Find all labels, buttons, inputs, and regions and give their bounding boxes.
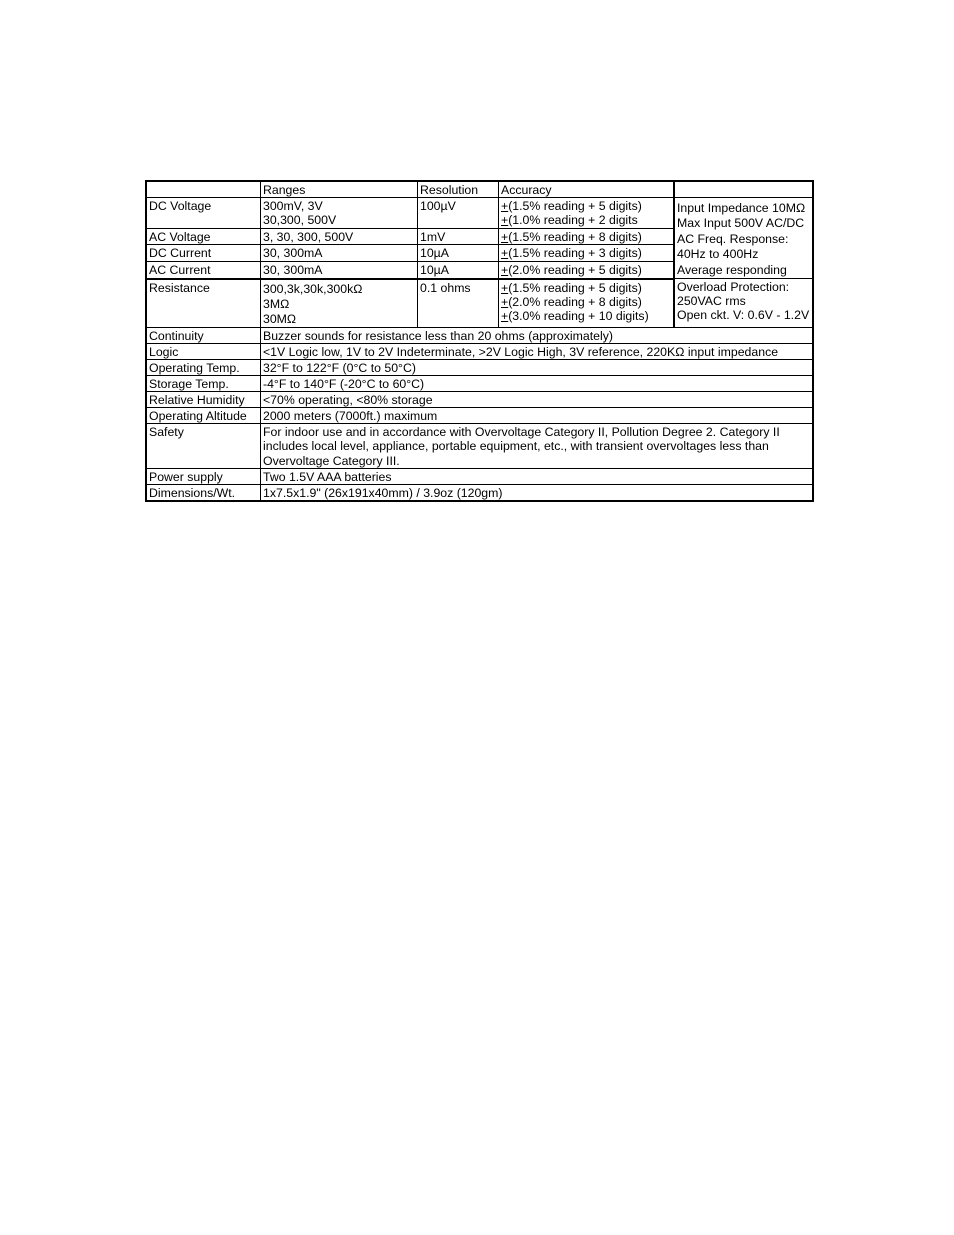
accuracy-line: +(1.5% reading + 5 digits) [501, 199, 642, 213]
row-label: Continuity [146, 327, 261, 343]
row-value: For indoor use and in accordance with Overvoltage Category II, Pollution Degree 2. Category II includes local level, appliance, portable equipment, etc., with transient overvoltages less than Overvoltage Category III. [261, 423, 814, 469]
plus-minus-sign: + [501, 294, 509, 309]
note-line: AC Freq. Response: [677, 231, 789, 246]
ac-current-range: 30, 300mA [261, 261, 418, 278]
dc-voltage-accuracy [499, 198, 675, 229]
header-notes-cell [674, 181, 813, 198]
header-resolution: Resolution [418, 181, 499, 198]
resistance-accuracy [499, 279, 675, 328]
row-value: -4°F to 140°F (-20°C to 60°C) [261, 375, 814, 391]
accuracy-line: +(1.5% reading + 5 digits) [501, 280, 642, 295]
accuracy-line: +(2.0% reading + 8 digits) [501, 294, 642, 309]
resistance-resolution: 0.1 ohms [418, 279, 499, 328]
header-accuracy: Accuracy [499, 181, 675, 198]
row-value: <1V Logic low, 1V to 2V Indeterminate, >2V Logic High, 3V reference, 220KΩ input impedance [261, 343, 814, 359]
resistance-ranges [261, 279, 418, 328]
range-line: 3MΩ [263, 296, 290, 311]
row-label: Operating Temp. [146, 359, 261, 375]
plus-minus-sign: + [501, 262, 509, 277]
row-value: Buzzer sounds for resistance less than 20 ohms (approximately) [261, 327, 814, 343]
header-ranges: Ranges [261, 181, 418, 198]
row-label: Storage Temp. [146, 375, 261, 391]
row-label: Logic [146, 343, 261, 359]
spec-row-power-supply [146, 469, 813, 485]
plus-minus-sign: + [501, 308, 509, 323]
note-line: Open ckt. V: 0.6V - 1.2V [677, 308, 810, 323]
plus-minus-sign: + [501, 229, 509, 244]
dc-current-accuracy: +(1.5% reading + 3 digits) [499, 245, 675, 262]
row-label: DC Voltage [146, 198, 261, 229]
spec-row-storage-temp [146, 375, 813, 391]
note-line: 250VAC rms [677, 294, 746, 309]
range-line: 300mV, 3V [263, 199, 323, 213]
note-line: Overload Protection: [677, 280, 790, 295]
row-label: Relative Humidity [146, 391, 261, 407]
range-line: 30MΩ [263, 311, 297, 326]
resistance-notes [674, 279, 813, 328]
accuracy-line: +(1.0% reading + 2 digits [501, 213, 638, 227]
range-line: 300,3k,30k,300kΩ [263, 281, 363, 296]
note-line: Average responding [677, 262, 787, 277]
specifications-table [145, 180, 814, 502]
row-value: 2000 meters (7000ft.) maximum [261, 407, 814, 423]
header-empty-cell [146, 181, 261, 198]
note-line: Max Input 500V AC/DC [677, 216, 805, 231]
row-label: AC Voltage [146, 228, 261, 245]
note-line: 40Hz to 400Hz [677, 247, 759, 262]
accuracy-line: +(3.0% reading + 10 digits) [501, 308, 649, 323]
spec-row-dimensions [146, 485, 813, 502]
ac-current-accuracy: +(2.0% reading + 5 digits) [499, 261, 675, 278]
ac-current-resolution: 10µA [418, 261, 499, 278]
plus-minus-sign: + [501, 280, 509, 295]
row-value: <70% operating, <80% storage [261, 391, 814, 407]
header-row [146, 181, 813, 198]
row-label: AC Current [146, 261, 261, 278]
note-line: Input Impedance 10MΩ [677, 201, 806, 215]
spec-row-continuity [146, 327, 813, 343]
dc-voltage-ranges [261, 198, 418, 229]
row-value: 32°F to 122°F (0°C to 50°C) [261, 359, 814, 375]
plus-minus-sign: + [501, 213, 509, 227]
dc-voltage-row [146, 198, 813, 229]
row-label: Operating Altitude [146, 407, 261, 423]
plus-minus-sign: + [501, 246, 509, 261]
spec-row-operating-temp [146, 359, 813, 375]
voltage-current-notes [674, 198, 813, 279]
spec-row-safety [146, 423, 813, 469]
spec-row-operating-altitude [146, 407, 813, 423]
resistance-row [146, 279, 813, 328]
row-value: Two 1.5V AAA batteries [261, 469, 814, 485]
ac-voltage-resolution: 1mV [418, 228, 499, 245]
range-line: 30,300, 500V [263, 213, 337, 227]
ac-voltage-range: 3, 30, 300, 500V [261, 228, 418, 245]
row-label: Power supply [146, 469, 261, 485]
dc-current-resolution: 10µA [418, 245, 499, 262]
plus-minus-sign: + [501, 199, 509, 213]
row-label: DC Current [146, 245, 261, 262]
row-value: 1x7.5x1.9" (26x191x40mm) / 3.9oz (120gm) [261, 485, 814, 502]
row-label: Safety [146, 423, 261, 469]
row-label: Dimensions/Wt. [146, 485, 261, 502]
dc-voltage-resolution: 100µV [418, 198, 499, 229]
dc-current-range: 30, 300mA [261, 245, 418, 262]
spec-row-logic [146, 343, 813, 359]
ac-voltage-accuracy: +(1.5% reading + 8 digits) [499, 228, 675, 245]
row-label: Resistance [146, 279, 261, 328]
spec-row-relative-humidity [146, 391, 813, 407]
